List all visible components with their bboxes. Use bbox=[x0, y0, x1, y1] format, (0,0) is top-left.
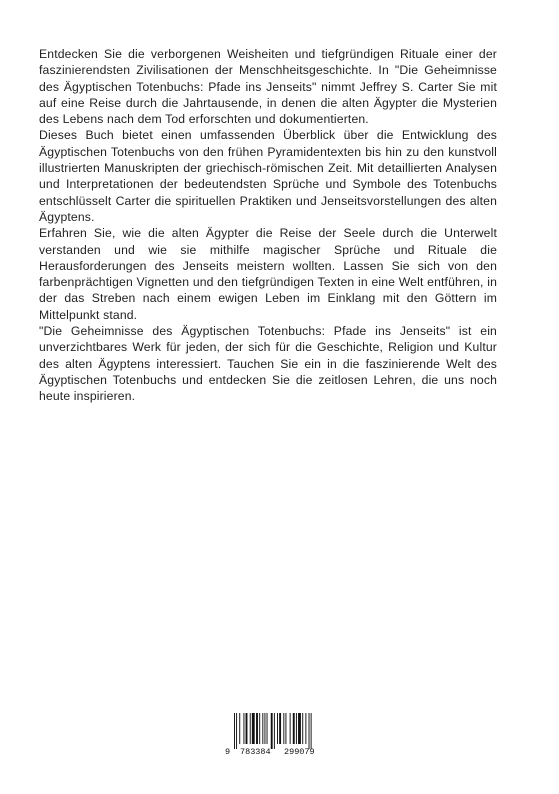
barcode-digits-left: 783384 bbox=[240, 747, 271, 757]
barcode-bar bbox=[262, 713, 263, 744]
barcode-bar bbox=[252, 713, 255, 744]
book-description bbox=[39, 46, 497, 405]
barcode-bar bbox=[250, 713, 251, 744]
barcode-bar bbox=[246, 713, 248, 744]
barcode-bar bbox=[279, 713, 281, 744]
barcode-bar bbox=[259, 713, 260, 744]
barcode-bar bbox=[298, 713, 301, 744]
barcode-bar bbox=[236, 713, 237, 749]
description-paragraph-3: Erfahren Sie, wie die alten Ägypter die Reise der Seele durch die Unterwelt verstanden und wie sie mithilfe magischer Sprüche und Rituale die Herausforderungen des Jenseits meistern wollten. Lassen Sie sich von den farbenprächtigen Vignetten und den tiefgründigen Texten in eine Welt entführen, in der das Streben nach einem ewigen Leben im Einklang mit den Göttern im Mittelpunkt stand. bbox=[39, 226, 497, 322]
barcode-bar bbox=[290, 713, 291, 744]
barcode-bar bbox=[296, 713, 297, 744]
description-paragraph-2: Dieses Buch bietet einen umfassenden Überblick über die Entwicklung des Ägyptischen Totenbuchs von den frühen Pyramidentexten bis hin zu den kunstvoll illustrierten Manuskripten der griechisch-römischen Zeit. Mit detaillierten Analysen und Interpretationen der bedeutendsten Sprüche und Symbole des Totenbuchs entschlüsselt Carter die spirituellen Praktiken und Jenseitsvorstellungen des alten Ägyptens. bbox=[39, 128, 497, 224]
barcode-bar bbox=[309, 713, 310, 749]
barcode-bar bbox=[293, 713, 295, 744]
barcode-digits bbox=[224, 747, 334, 759]
barcode-bar bbox=[283, 713, 284, 744]
barcode-bar bbox=[311, 713, 312, 749]
barcode-bar bbox=[277, 713, 278, 744]
barcode-bar bbox=[243, 713, 244, 744]
barcode-bar bbox=[274, 713, 275, 749]
description-paragraph-4: "Die Geheimnisse des Ägyptischen Totenbuchs: Pfade ins Jenseits" ist ein unverzichtbares Werk für jeden, der sich für die Geschichte, Religion und Kultur des alten Ägyptens interessiert. Tauchen Sie ein in die faszinierende Welt des Ägyptischen Totenbuchs und entdecken Sie die zeitlosen Lehren, die uns noch heute inspirieren. bbox=[39, 324, 497, 404]
barcode-bar bbox=[264, 713, 265, 744]
barcode-bar bbox=[234, 713, 235, 749]
barcode-digits-right: 299079 bbox=[284, 747, 315, 757]
barcode-bar bbox=[285, 713, 286, 744]
barcode-bar bbox=[239, 713, 240, 744]
isbn-barcode bbox=[224, 713, 334, 761]
description-paragraph-1: Entdecken Sie die verborgenen Weisheiten und tiefgründigen Rituale einer der faszinierendsten Zivilisationen der Menschheitsgeschichte. In "Die Geheimnisse des Ägyptischen Totenbuchs: Pfade ins Jenseits" nimmt Jeffrey S. Carter Sie mit auf eine Reise durch die Jahrtausende, in denen die alten Ägypter die Mysterien des Lebens nach dem Tod erforschten und dokumentierten. bbox=[39, 47, 497, 127]
barcode-bar bbox=[305, 713, 306, 744]
barcode-bar bbox=[271, 713, 273, 749]
barcode-bar bbox=[267, 713, 268, 744]
barcode-bar bbox=[256, 713, 258, 744]
barcode-bar bbox=[302, 713, 303, 744]
barcode-digit-first: 9 bbox=[225, 747, 231, 757]
